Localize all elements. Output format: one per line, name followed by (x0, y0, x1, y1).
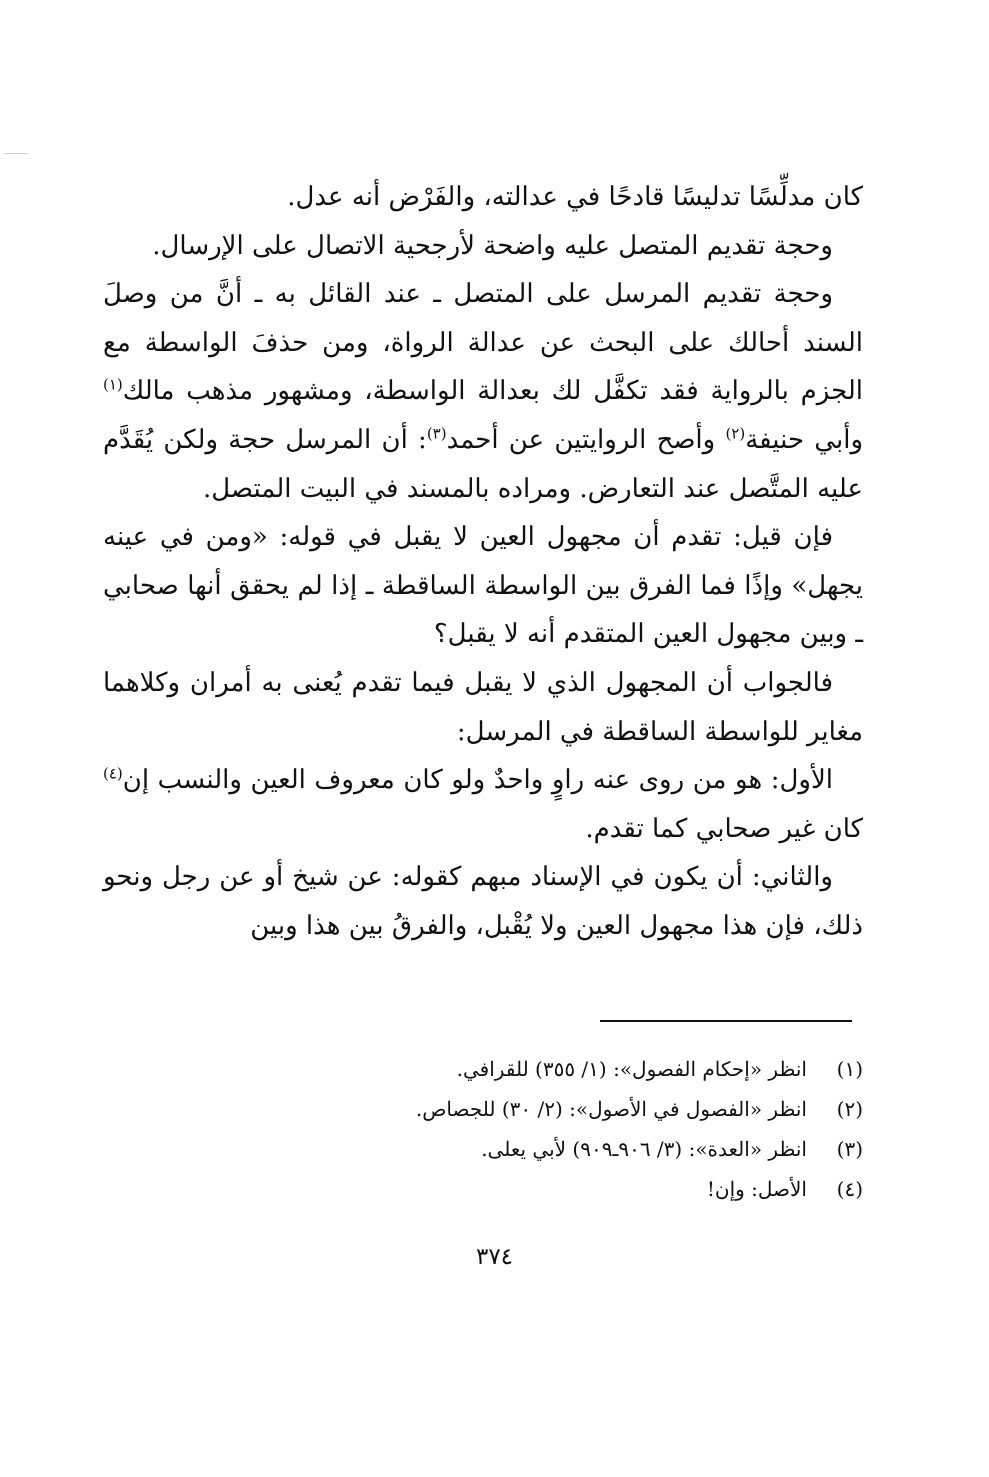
footnote-text: الأصل: وإن! (706, 1177, 807, 1201)
footnote-separator (600, 1020, 852, 1022)
paragraph-text: كان غير صحابي كما تقدم. (585, 813, 863, 844)
paragraph-text: كان مدلِّسًا تدليسًا قادحًا في عدالته، والفَرْض أنه عدل. (287, 182, 863, 212)
paragraph-text: وأصح الروايتين عن أحمد (446, 424, 726, 455)
footnote-text: انظر «إحكام الفصول»: (١/ ٣٥٥) للقرافي. (456, 1057, 807, 1081)
paragraph-3 (103, 270, 863, 513)
paragraph-text: والثاني: أن يكون في الإسناد مبهم كقوله: عن شيخ أو عن رجل ونحو ذلك، فإن هذا مجهول العين ولا يُقْبل، والفرقُ بين هذا وبين (103, 862, 863, 941)
paragraph-text: : أن المرسل حجة ولكن يُقَدَّم عليه المتَّصل عند التعارض. ومراده بالمسند في البيت المتصل. (103, 424, 863, 504)
footnote-ref-3[interactable]: (٣) (426, 424, 447, 443)
footnote-1 (103, 1049, 863, 1089)
paragraph-text: فإن قيل: تقدم أن مجهول العين لا يقبل في قوله: «ومن في عينه يجهل» وإذًا فما الفرق بين الواسطة الساقطة ـ إذا لم يحقق أنها صحابي ـ وبين مجهول العين المتقدم أنه لا يقبل؟ (103, 522, 863, 650)
paragraph-text: فالجواب أن المجهول الذي لا يقبل فيما تقدم يُعنى به أمران وكلاهما مغاير للواسطة الساقطة في المرسل: (103, 667, 863, 747)
paragraph-7 (103, 853, 863, 950)
main-text (103, 173, 863, 951)
footnote-ref-1[interactable]: (١) (103, 375, 123, 394)
footnote-text: انظر «الفصول في الأصول»: (٢/ ٣٠) للجصاص. (415, 1097, 807, 1121)
footnote-number: (٤) (836, 1177, 863, 1201)
paragraph-text: وحجة تقديم المرسل على المتصل ـ عند القائل به ـ أنَّ من وصلَ السند أحالك على البحث عن عدالة الرواة، ومن حذفَ الواسطة مع الجزم بالرواية فقد تكفَّل لك بعدالة الواسطة، ومشهور مذهب مالك (103, 279, 863, 407)
paragraph-text: وأبي حنيفة (745, 424, 863, 455)
paragraph-6 (103, 756, 863, 853)
paragraph-4 (103, 513, 863, 659)
paragraph-2 (103, 222, 863, 271)
page-number: ٣٧٤ (475, 1244, 514, 1270)
paragraph-5 (103, 659, 863, 756)
paragraph-text: وحجة تقديم المتصل عليه واضحة لأرجحية الاتصال على الإرسال. (152, 230, 833, 261)
footnotes (103, 1049, 863, 1209)
footnote-number: (١) (836, 1057, 863, 1081)
paragraph-1 (103, 173, 863, 222)
footnote-2 (103, 1089, 863, 1129)
footnote-3 (103, 1129, 863, 1169)
footnote-ref-4[interactable]: (٤) (103, 764, 123, 783)
paragraph-text: الأول: هو من روى عنه راوٍ واحدٌ ولو كان معروف العين والنسب إن (122, 765, 833, 796)
scan-edge-mark (4, 153, 28, 154)
footnote-ref-2[interactable]: (٢) (725, 424, 746, 443)
footnote-number: (٣) (836, 1137, 863, 1161)
footnote-number: (٢) (836, 1097, 863, 1121)
footnote-4 (103, 1169, 863, 1209)
footnote-text: انظر «العدة»: (٣/ ٩٠٦ـ٩٠٩) لأبي يعلى. (481, 1137, 807, 1161)
